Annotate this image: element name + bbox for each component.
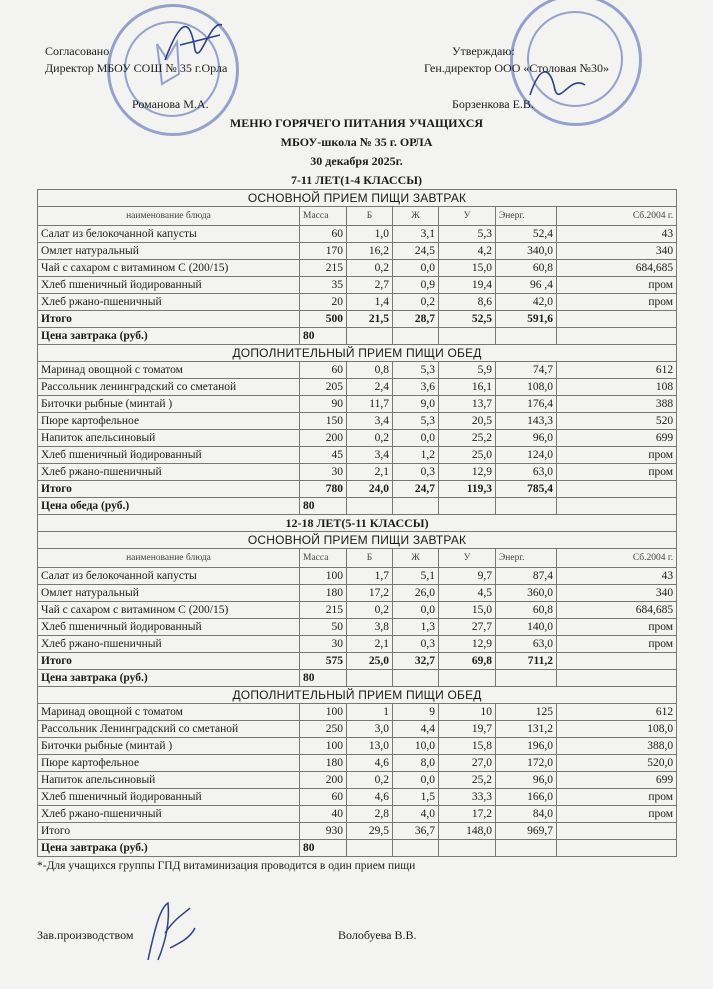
footer-signature [140,898,200,968]
carb-value: 5,9 [439,362,496,379]
col-name: наименование блюда [38,207,300,226]
protein-value: 1,0 [347,226,393,243]
col-mass: Масса [300,549,347,568]
fat-value: 0,2 [393,294,439,311]
carb-value: 12,9 [439,636,496,653]
table-row [38,447,677,464]
fat-value: 1,3 [393,619,439,636]
protein-value: 1,4 [347,294,393,311]
recipe-ref: 699 [557,772,677,789]
energy-value: 42,0 [496,294,557,311]
energy-value: 63,0 [496,464,557,481]
recipe-ref: 520,0 [557,755,677,772]
mass-value: 170 [300,243,347,260]
table-row [38,413,677,430]
table-row [38,568,677,585]
mass-value: 250 [300,721,347,738]
table-row [38,260,677,277]
price-label: Цена завтрака (руб.) [38,670,300,687]
recipe-ref: пром [557,464,677,481]
fat-value: 0,0 [393,602,439,619]
energy-value: 96 ,4 [496,277,557,294]
fat-value: 0,0 [393,430,439,447]
recipe-ref: 108 [557,379,677,396]
table-row [38,585,677,602]
col-energy: Энерг. [496,207,557,226]
table-row [38,755,677,772]
energy-value: 176,4 [496,396,557,413]
dish-name: Напиток апельсиновый [38,772,300,789]
dish-name: Маринад овощной с томатом [38,362,300,379]
energy-value: 125 [496,704,557,721]
mass-value: 50 [300,619,347,636]
mass-value: 180 [300,755,347,772]
mass-value: 205 [300,379,347,396]
recipe-ref: 699 [557,430,677,447]
col-name: наименование блюда [38,549,300,568]
dish-name: Биточки рыбные (минтай ) [38,396,300,413]
mass-value: 35 [300,277,347,294]
fat-value: 3,1 [393,226,439,243]
protein-value: 13,0 [347,738,393,755]
table-row [38,481,677,498]
carb-value: 9,7 [439,568,496,585]
mass-value: 180 [300,585,347,602]
col-u: У [439,207,496,226]
recipe-ref: 340 [557,243,677,260]
recipe-ref: 43 [557,568,677,585]
dish-name: Хлеб ржано-пшеничный [38,806,300,823]
dish-name: Салат из белокочанной капусты [38,226,300,243]
mass-value: 30 [300,636,347,653]
protein-value: 25,0 [347,653,393,670]
fat-value: 1,5 [393,789,439,806]
energy-value: 172,0 [496,755,557,772]
mass-value: 215 [300,260,347,277]
section-title: ДОПОЛНИТЕЛЬНЫЙ ПРИЕМ ПИЩИ ОБЕД [38,345,677,362]
table-row [38,277,677,294]
mass-value: 150 [300,413,347,430]
recipe-ref: пром [557,277,677,294]
carb-value: 16,1 [439,379,496,396]
fat-value: 36,7 [393,823,439,840]
protein-value: 3,4 [347,447,393,464]
mass-value: 100 [300,568,347,585]
recipe-ref [557,653,677,670]
col-zh: Ж [393,207,439,226]
col-u: У [439,549,496,568]
section-title: ОСНОВНОЙ ПРИЕМ ПИЩИ ЗАВТРАК [38,532,677,549]
fat-value: 4,0 [393,806,439,823]
column-header-row [38,549,677,568]
fat-value: 8,0 [393,755,439,772]
fat-value: 0,0 [393,772,439,789]
energy-value: 63,0 [496,636,557,653]
group1-title: 7-11 ЛЕТ(1-4 КЛАССЫ) [290,173,423,187]
footer-name: Волобуева В.В. [338,928,417,942]
protein-value: 3,4 [347,413,393,430]
recipe-ref: пром [557,447,677,464]
protein-value: 2,1 [347,464,393,481]
carb-value: 13,7 [439,396,496,413]
fat-value: 24,5 [393,243,439,260]
energy-value: 711,2 [496,653,557,670]
mass-value: 60 [300,362,347,379]
recipe-ref: 388 [557,396,677,413]
carb-value: 119,3 [439,481,496,498]
dish-name: Маринад овощной с томатом [38,704,300,721]
recipe-ref [557,311,677,328]
price-label: Цена обеда (руб.) [38,498,300,515]
carb-value: 10 [439,704,496,721]
dish-name: Пюре картофельное [38,413,300,430]
menu-table-group1 [37,189,677,857]
carb-value: 33,3 [439,789,496,806]
recipe-ref: 388,0 [557,738,677,755]
dish-name: Итого [38,823,300,840]
energy-value: 785,4 [496,481,557,498]
price-value: 80 [300,328,347,345]
carb-value: 19,7 [439,721,496,738]
section-title: ДОПОЛНИТЕЛЬНЫЙ ПРИЕМ ПИЩИ ОБЕД [38,687,677,704]
table-row [38,823,677,840]
table-row [38,806,677,823]
energy-value: 140,0 [496,619,557,636]
approved-left-title: Согласовано [45,44,110,58]
recipe-ref: 340 [557,585,677,602]
table-row [38,636,677,653]
dish-name: Итого [38,481,300,498]
dish-name: Напиток апельсиновый [38,430,300,447]
protein-value: 0,8 [347,362,393,379]
table-row [38,396,677,413]
menu-date: 30 декабря 2025г. [310,154,403,168]
dish-name: Итого [38,653,300,670]
protein-value: 2,1 [347,636,393,653]
dish-name: Салат из белокочанной капусты [38,568,300,585]
protein-value: 11,7 [347,396,393,413]
price-value: 80 [300,498,347,515]
school-title: МБОУ-школа № 35 г. ОРЛА [280,135,433,149]
dish-name: Хлеб ржано-пшеничный [38,464,300,481]
approved-right-title: Утверждаю: [452,44,515,58]
energy-value: 124,0 [496,447,557,464]
recipe-ref: 684,685 [557,260,677,277]
protein-value: 24,0 [347,481,393,498]
energy-value: 52,4 [496,226,557,243]
dish-name: Чай с сахаром с витамином С (200/15) [38,260,300,277]
energy-value: 131,2 [496,721,557,738]
col-zh: Ж [393,549,439,568]
recipe-ref: пром [557,636,677,653]
fat-value: 26,0 [393,585,439,602]
fat-value: 10,0 [393,738,439,755]
dish-name: Итого [38,311,300,328]
carb-value: 27,7 [439,619,496,636]
mass-value: 40 [300,806,347,823]
recipe-ref: пром [557,619,677,636]
table-row [38,226,677,243]
energy-value: 166,0 [496,789,557,806]
table-row [38,772,677,789]
carb-value: 17,2 [439,806,496,823]
mass-value: 575 [300,653,347,670]
mass-value: 60 [300,789,347,806]
recipe-ref [557,823,677,840]
dish-name: Биточки рыбные (минтай ) [38,738,300,755]
price-label: Цена завтрака (руб.) [38,328,300,345]
table-row [38,243,677,260]
col-mass: Масса [300,207,347,226]
energy-value: 969,7 [496,823,557,840]
mass-value: 60 [300,226,347,243]
mass-value: 45 [300,447,347,464]
dish-name: Хлеб пшеничный йодированный [38,619,300,636]
protein-value: 0,2 [347,772,393,789]
carb-value: 15,0 [439,602,496,619]
carb-value: 148,0 [439,823,496,840]
mass-value: 30 [300,464,347,481]
carb-value: 4,5 [439,585,496,602]
table-row [38,430,677,447]
mass-value: 20 [300,294,347,311]
price-value: 80 [300,840,347,857]
price-row [38,498,677,515]
recipe-ref [557,481,677,498]
energy-value: 74,7 [496,362,557,379]
table-row [38,653,677,670]
price-row [38,840,677,857]
fat-value: 32,7 [393,653,439,670]
fat-value: 0,3 [393,464,439,481]
protein-value: 0,2 [347,602,393,619]
protein-value: 3,0 [347,721,393,738]
protein-value: 1 [347,704,393,721]
dish-name: Хлеб пшеничный йодированный [38,789,300,806]
fat-value: 0,9 [393,277,439,294]
table-row [38,704,677,721]
recipe-ref: 612 [557,362,677,379]
price-row [38,328,677,345]
mass-value: 100 [300,704,347,721]
energy-value: 96,0 [496,772,557,789]
recipe-ref: пром [557,789,677,806]
energy-value: 87,4 [496,568,557,585]
col-energy: Энерг. [496,549,557,568]
energy-value: 143,3 [496,413,557,430]
carb-value: 8,6 [439,294,496,311]
mass-value: 200 [300,430,347,447]
dish-name: Омлет натуральный [38,243,300,260]
dish-name: Рассольник ленинградский со сметаной [38,379,300,396]
fat-value: 0,0 [393,260,439,277]
energy-value: 340,0 [496,243,557,260]
fat-value: 9 [393,704,439,721]
dish-name: Рассольник Ленинградский со сметаной [38,721,300,738]
fat-value: 4,4 [393,721,439,738]
recipe-ref: пром [557,806,677,823]
protein-value: 2,7 [347,277,393,294]
footnote: *-Для учащихся группы ГПД витаминизация проводится в один прием пищи [37,860,416,872]
price-value: 80 [300,670,347,687]
table-row [38,619,677,636]
carb-value: 20,5 [439,413,496,430]
mass-value: 215 [300,602,347,619]
table-row [38,789,677,806]
table-row [38,602,677,619]
mass-value: 90 [300,396,347,413]
carb-value: 25,2 [439,772,496,789]
protein-value: 29,5 [347,823,393,840]
dish-name: Чай с сахаром с витамином С (200/15) [38,602,300,619]
table-row [38,362,677,379]
mass-value: 200 [300,772,347,789]
carb-value: 5,3 [439,226,496,243]
footer-position: Зав.производством [37,928,134,942]
fat-value: 28,7 [393,311,439,328]
approved-right-position: Ген.директор ООО «Столовая №30» [424,61,609,75]
carb-value: 15,0 [439,260,496,277]
mass-value: 930 [300,823,347,840]
recipe-ref: пром [557,294,677,311]
energy-value: 108,0 [496,379,557,396]
fat-value: 5,3 [393,413,439,430]
approved-right-name: Борзенкова Е.В. [452,97,534,111]
dish-name: Хлеб ржано-пшеничный [38,294,300,311]
dish-name: Пюре картофельное [38,755,300,772]
carb-value: 4,2 [439,243,496,260]
fat-value: 0,3 [393,636,439,653]
table-row [38,721,677,738]
protein-value: 21,5 [347,311,393,328]
protein-value: 2,4 [347,379,393,396]
table-row [38,738,677,755]
mass-value: 780 [300,481,347,498]
energy-value: 196,0 [496,738,557,755]
fat-value: 3,6 [393,379,439,396]
table-row [38,464,677,481]
energy-value: 60,8 [496,260,557,277]
carb-value: 25,0 [439,447,496,464]
carb-value: 19,4 [439,277,496,294]
carb-value: 27,0 [439,755,496,772]
energy-value: 360,0 [496,585,557,602]
energy-value: 60,8 [496,602,557,619]
recipe-ref: 612 [557,704,677,721]
mass-value: 100 [300,738,347,755]
approved-left-name: Романова М.А. [132,97,209,111]
price-row [38,670,677,687]
carb-value: 25,2 [439,430,496,447]
energy-value: 84,0 [496,806,557,823]
col-sb: Сб.2004 г. [557,549,677,568]
dish-name: Хлеб ржано-пшеничный [38,636,300,653]
dish-name: Омлет натуральный [38,585,300,602]
table-row [38,294,677,311]
protein-value: 3,8 [347,619,393,636]
protein-value: 0,2 [347,260,393,277]
menu-title: МЕНЮ ГОРЯЧЕГО ПИТАНИЯ УЧАЩИХСЯ [229,116,484,130]
energy-value: 591,6 [496,311,557,328]
fat-value: 1,2 [393,447,439,464]
recipe-ref: 108,0 [557,721,677,738]
col-b: Б [347,549,393,568]
table-row [38,311,677,328]
col-sb: Сб.2004 г. [557,207,677,226]
protein-value: 2,8 [347,806,393,823]
energy-value: 96,0 [496,430,557,447]
group2-title: 12-18 ЛЕТ(5-11 КЛАССЫ) [38,515,677,532]
fat-value: 5,1 [393,568,439,585]
recipe-ref: 684,685 [557,602,677,619]
protein-value: 0,2 [347,430,393,447]
protein-value: 1,7 [347,568,393,585]
protein-value: 17,2 [347,585,393,602]
recipe-ref: 520 [557,413,677,430]
column-header-row [38,207,677,226]
approved-left-position: Директор МБОУ СОШ № 35 г.Орла [45,61,228,75]
col-b: Б [347,207,393,226]
dish-name: Хлеб пшеничный йодированный [38,447,300,464]
fat-value: 24,7 [393,481,439,498]
recipe-ref: 43 [557,226,677,243]
section-title: ОСНОВНОЙ ПРИЕМ ПИЩИ ЗАВТРАК [38,190,677,207]
protein-value: 4,6 [347,789,393,806]
mass-value: 500 [300,311,347,328]
carb-value: 12,9 [439,464,496,481]
dish-name: Хлеб пшеничный йодированный [38,277,300,294]
fat-value: 9,0 [393,396,439,413]
carb-value: 69,8 [439,653,496,670]
protein-value: 4,6 [347,755,393,772]
protein-value: 16,2 [347,243,393,260]
carb-value: 52,5 [439,311,496,328]
price-label: Цена завтрака (руб.) [38,840,300,857]
fat-value: 5,3 [393,362,439,379]
table-row [38,379,677,396]
carb-value: 15,8 [439,738,496,755]
